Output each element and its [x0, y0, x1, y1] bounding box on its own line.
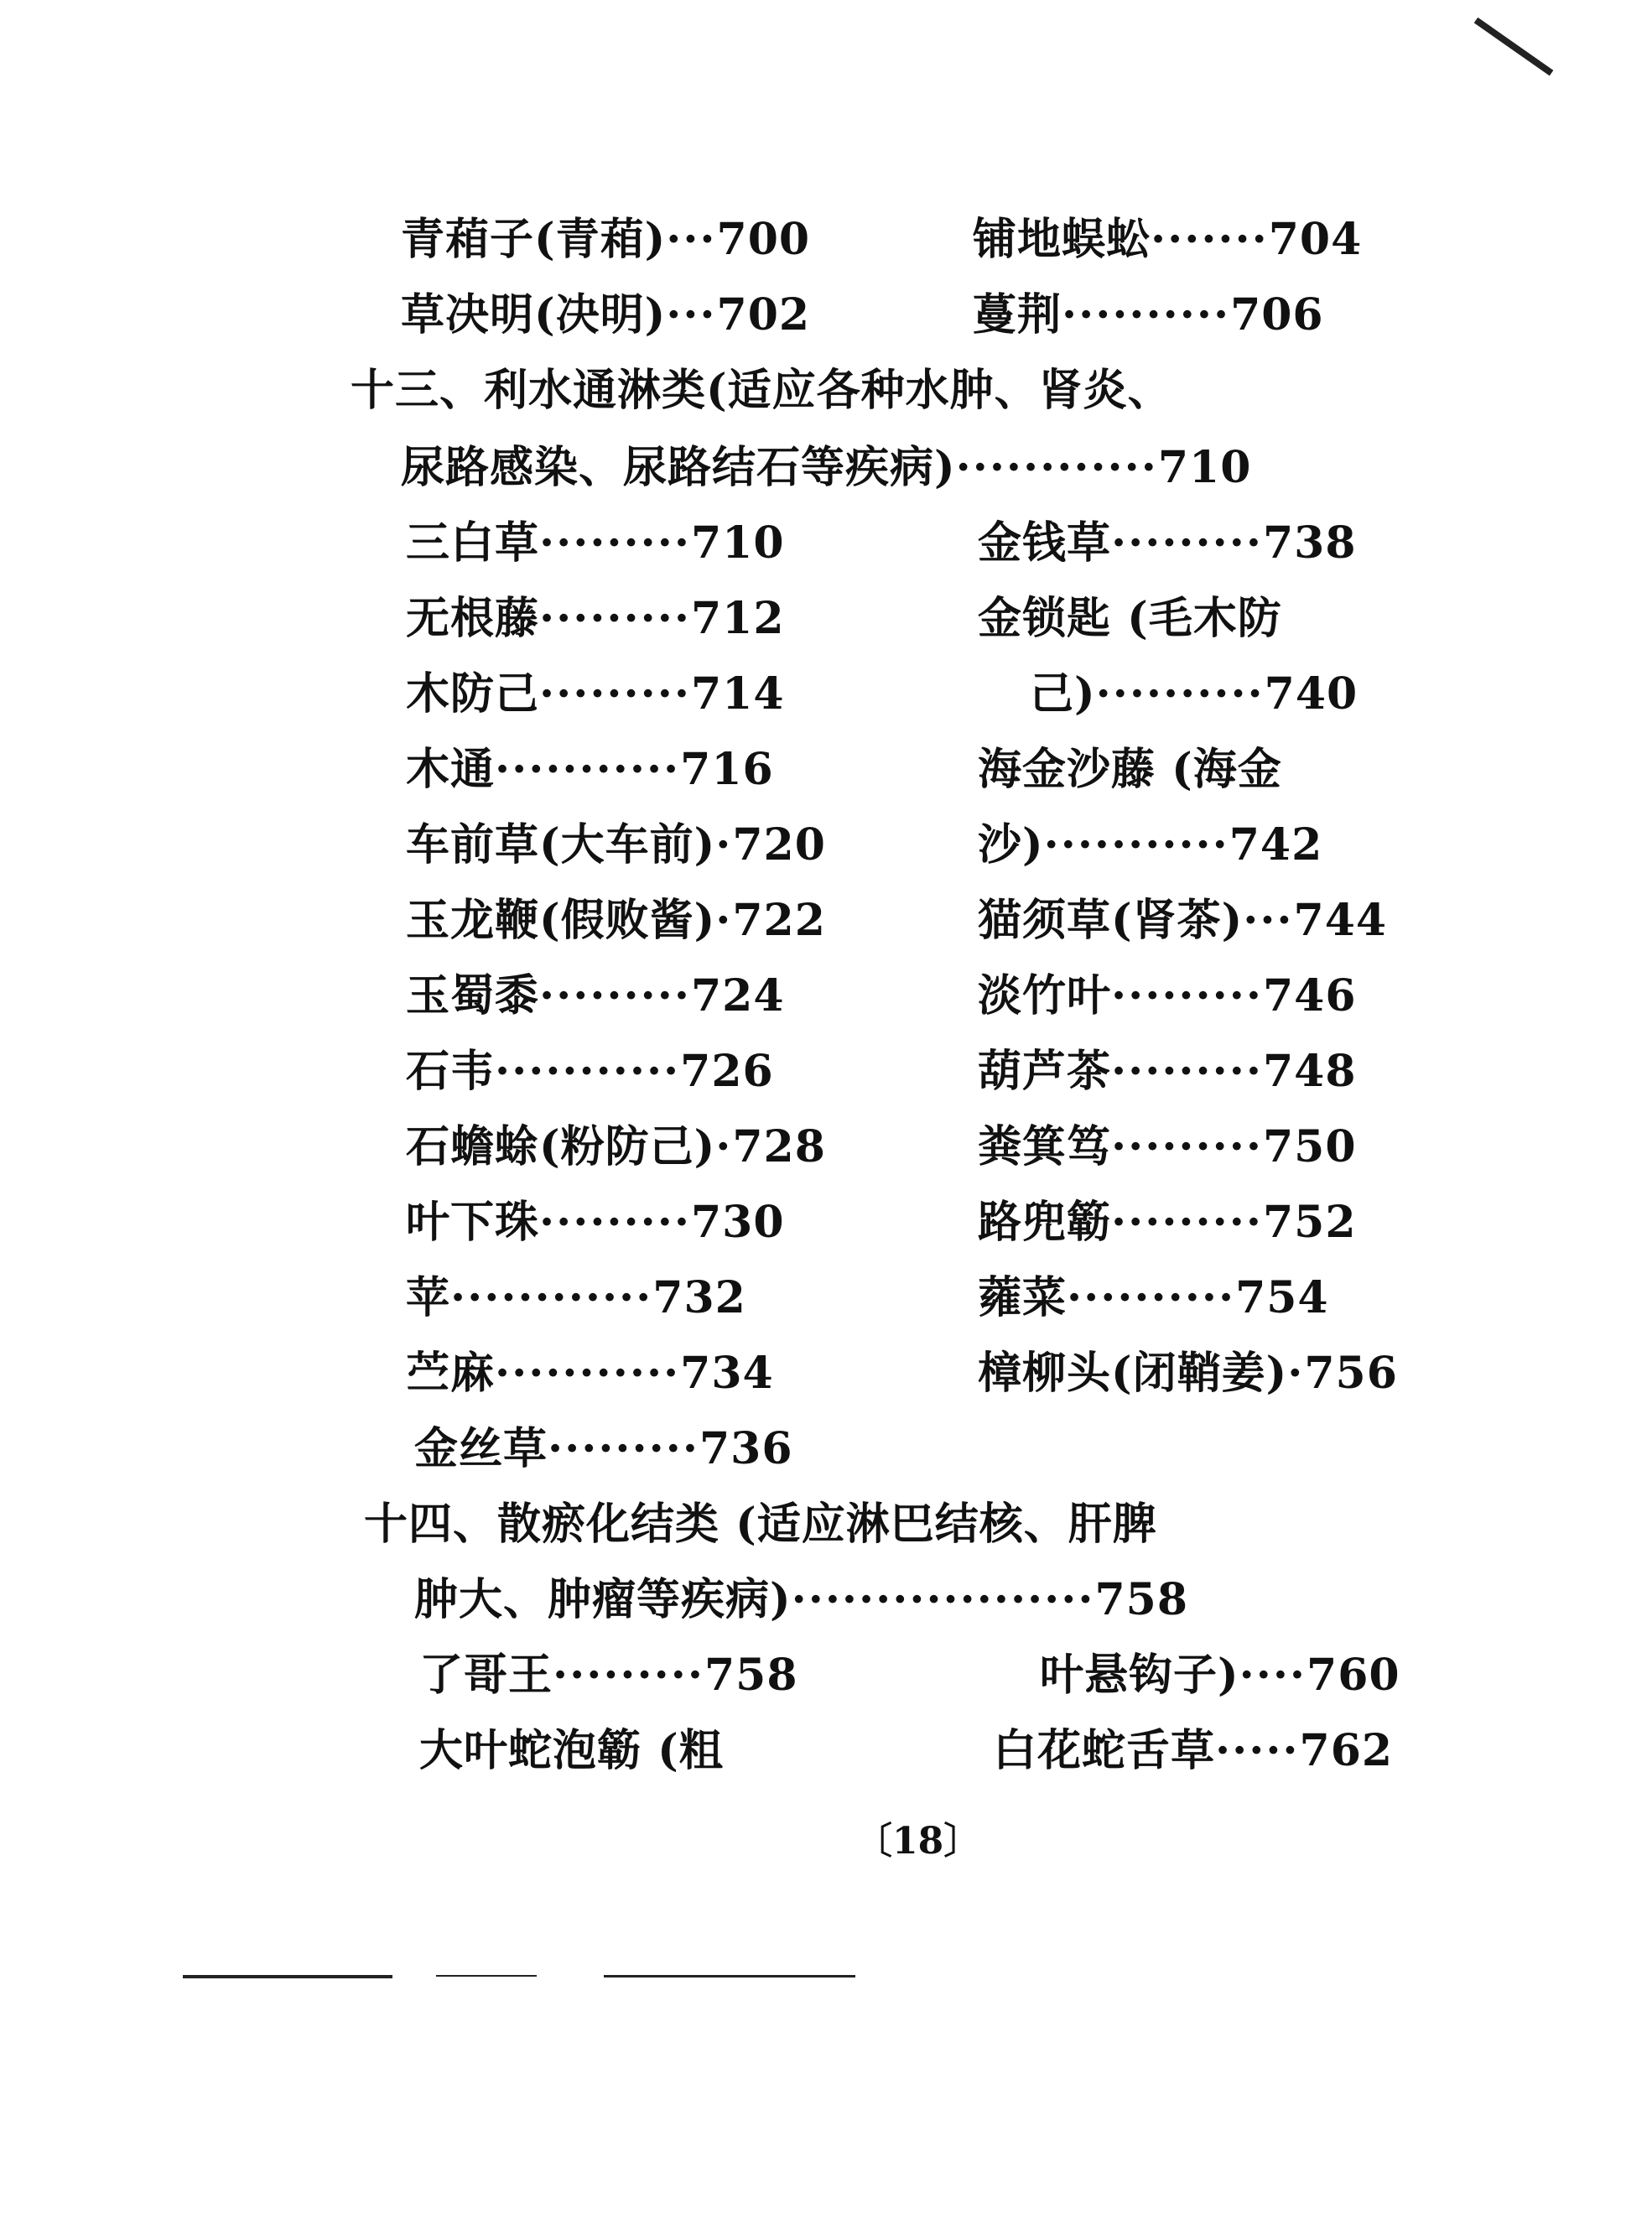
- toc-entry: 金丝草·········736: [414, 1423, 793, 1474]
- toc-entry: 石蟾蜍(粉防己)·728: [406, 1121, 826, 1172]
- toc-entry: 金锁匙 (毛木防: [978, 593, 1282, 644]
- toc-entry: 苎麻···········734: [406, 1348, 774, 1399]
- scan-rule: [436, 1975, 537, 1977]
- toc-entry: 木防己·········714: [406, 668, 785, 720]
- toc-entry: 蕹菜··········754: [978, 1272, 1329, 1323]
- toc-entry: 葫芦茶·········748: [978, 1046, 1357, 1097]
- toc-entry: 铺地蜈蚣·······704: [973, 214, 1363, 265]
- toc-entry: 樟柳头(闭鞘姜)·756: [978, 1348, 1398, 1399]
- toc-entry: 青葙子(青葙)···700: [401, 214, 811, 265]
- toc-entry: 草决明(决明)···702: [401, 289, 811, 340]
- toc-entry: 苹············732: [406, 1272, 746, 1323]
- toc-entry: 三白草·········710: [406, 517, 785, 569]
- toc-entry: 大叶蛇泡簕 (粗: [419, 1725, 724, 1776]
- toc-entry: 金钱草·········738: [978, 517, 1357, 569]
- toc-entry: 海金沙藤 (海金: [978, 744, 1282, 795]
- toc-entry: 了哥王·········758: [419, 1650, 798, 1701]
- section-heading: 十三、利水通淋类(适应各种水肿、肾炎、: [351, 365, 1172, 416]
- toc-entry: 玉蜀黍·········724: [406, 970, 785, 1021]
- toc-entry: 白花蛇舌草·····762: [993, 1725, 1394, 1776]
- section-heading-continuation: 肿大、肿瘤等疾病)··················758: [414, 1574, 1189, 1625]
- toc-entry: 路兜簕·········752: [978, 1197, 1357, 1248]
- toc-entry: 沙)···········742: [978, 819, 1323, 871]
- toc-entry: 木通···········716: [406, 744, 774, 795]
- toc-entry: 淡竹叶·········746: [978, 970, 1357, 1021]
- toc-entry: 玉龙鞭(假败酱)·722: [406, 895, 826, 946]
- toc-entry: 粪箕笃·········750: [978, 1121, 1357, 1172]
- toc-entry: 己)··········740: [1030, 668, 1358, 720]
- toc-entry: 叶悬钩子)····760: [1040, 1650, 1400, 1701]
- scan-rule: [183, 1975, 392, 1978]
- scan-rule: [604, 1975, 855, 1978]
- toc-entry: 无根藤·········712: [406, 593, 785, 644]
- section-heading: 十四、散瘀化结类 (适应淋巴结核、肝脾: [364, 1499, 1157, 1550]
- section-heading-continuation: 尿路感染、尿路结石等疾病)············710: [401, 442, 1252, 493]
- toc-entry: 车前草(大车前)·720: [406, 819, 826, 871]
- toc-entry: 叶下珠·········730: [406, 1197, 785, 1248]
- scan-mark: [1474, 18, 1554, 76]
- toc-entry: 蔓荆··········706: [973, 289, 1324, 340]
- toc-entry: 猫须草(肾茶)···744: [978, 895, 1388, 946]
- toc-entry: 石韦···········726: [406, 1046, 774, 1097]
- page-number: 〔18〕: [855, 1820, 981, 1863]
